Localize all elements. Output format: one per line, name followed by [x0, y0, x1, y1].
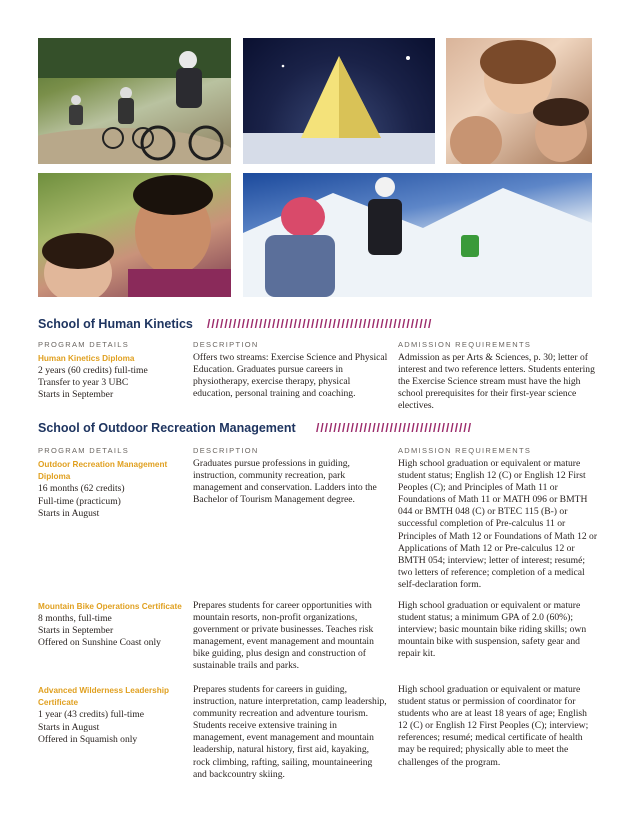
- program-description: Prepares students for careers in guiding, instruction, nature interpretation, camp leadership, community recreation and adventure tourism. Students receive extensive training in management, event management and mountain leadership, natural history, first aid, kayaking, rock climbing, rafting, sailing, mountaineering and backcountry skiing.: [193, 684, 387, 780]
- program-detail-line: Transfer to year 3 UBC: [38, 377, 129, 389]
- decorative-slashes: ////////////////////////////////////////////////////: [207, 317, 433, 331]
- program-detail-line: Starts in August: [38, 507, 100, 519]
- program-description: Offers two streams: Exercise Science and Physical Education. Graduates pursue careers in physiotherapy, exercise therapy, physical education, personal training and coaching.: [193, 352, 388, 400]
- program-description: Prepares students for career opportunities with mountain resorts, non-profit organizations, government or private businesses. Teaches risk management, event management and mountain bike guiding, plus design and construction of sustainable trails and parks.: [193, 600, 374, 672]
- skiers-illustration: [243, 173, 592, 297]
- admission-requirements: High school graduation or equivalent or mature student status; English 12 (C) or English 12 First Peoples (C); and Principles of Math 11 or Foundations of Math 11 or MATH 096 or BMTH 044 or BMTH 048 (C) or BTEC 115 (B-) or successful completion of Pre-calculus 11 or Principles of Math 12 or Foundations of Math 12 or Applications of Math 12 or Pre-calculus 12 or BMTH 054; interview; letter of interest; resumé; two letters of reference; completion of a medical self-declaration form.: [398, 458, 598, 590]
- column-header-admission: ADMISSION REQUIREMENTS: [398, 340, 532, 349]
- mountain-bikers-photo: [38, 38, 231, 164]
- program-description: Graduates pursue professions in guiding, instruction, community recreation, park management and conservation. Ladders into the Bachelor of Tourism Management degree.: [193, 458, 377, 506]
- program-detail-line: Starts in September: [38, 389, 114, 401]
- program-detail-line: Starts in August: [38, 721, 100, 733]
- program-details: [38, 685, 183, 746]
- program-name: Mountain Bike Operations Certificate: [38, 602, 182, 611]
- program-details: [38, 353, 183, 401]
- program-details: [38, 459, 183, 520]
- program-detail-line: 16 months (62 credits): [38, 483, 125, 495]
- admission-requirements: High school graduation or equivalent or mature student status or permission of coordinator for students who are at least 18 years of age; English 12 (C) or English 12 First Peoples (C); interview; references; resumé; medical certificate of health may be required; physically able to meet the challenges of the program.: [398, 684, 589, 768]
- section-title: School of Human Kinetics: [38, 317, 193, 331]
- program-detail-line: Starts in September: [38, 625, 114, 637]
- student-illustration: [38, 173, 231, 297]
- program-detail-line: 1 year (43 credits) full-time: [38, 709, 145, 721]
- mountain-bikers-illustration: [38, 38, 231, 164]
- column-header-description: DESCRIPTION: [193, 446, 259, 455]
- program-name: Human Kinetics Diploma: [38, 354, 135, 363]
- column-header-program: PROGRAM DETAILS: [38, 340, 130, 349]
- skiers-snow-photo: [243, 173, 592, 297]
- admission-requirements: High school graduation or equivalent or mature student status; a minimum GPA of 2.0 (60%); interview; basic mountain bike riding skills; own mountain bike with suspension, safety gear and repair kit.: [398, 600, 587, 660]
- program-detail-line: Offered on Sunshine Coast only: [38, 637, 161, 649]
- program-detail-line: Full-time (practicum): [38, 495, 121, 507]
- children-illustration: [446, 38, 592, 164]
- program-name: Outdoor Recreation Management Diploma: [38, 460, 168, 482]
- column-header-program: PROGRAM DETAILS: [38, 446, 130, 455]
- tent-night-sky-photo: [243, 38, 435, 164]
- smiling-student-photo: [38, 173, 231, 297]
- program-detail-line: Offered in Squamish only: [38, 733, 138, 745]
- tent-illustration: [243, 38, 435, 164]
- program-detail-line: 2 years (60 credits) full-time: [38, 365, 148, 377]
- section-title: School of Outdoor Recreation Management: [38, 421, 296, 435]
- admission-requirements: Admission as per Arts & Sciences, p. 30; letter of interest and two reference letters. Students entering the Exercise Science stream must have the high school prerequisites for their first-year science electives.: [398, 352, 595, 412]
- program-details: [38, 601, 183, 649]
- program-detail-line: 8 months, full-time: [38, 613, 112, 625]
- column-header-admission: ADMISSION REQUIREMENTS: [398, 446, 532, 455]
- decorative-slashes: ////////////////////////////////////: [316, 421, 473, 435]
- column-header-description: DESCRIPTION: [193, 340, 259, 349]
- program-name: Advanced Wilderness Leadership Certificate: [38, 686, 169, 708]
- smiling-children-photo: [446, 38, 592, 164]
